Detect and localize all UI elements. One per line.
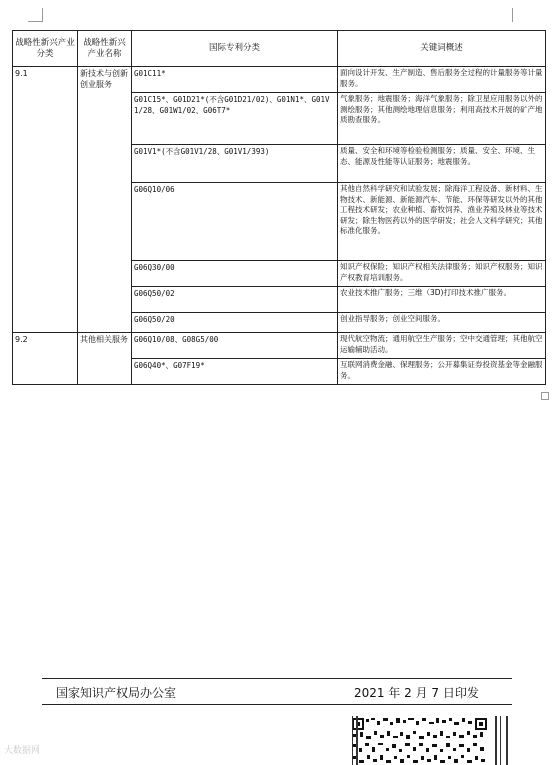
keywords-cell: 知识产权保险；知识产权相关法律服务；知识产权服务；知识产权教育培训服务。: [338, 261, 546, 287]
group-code: 9.1: [13, 67, 78, 333]
header-industry-name: 战略性新兴产业名称: [78, 31, 132, 67]
keywords-cell: 现代航空物流；通用航空生产服务；空中交通管理；其他航空运输辅助活动。: [338, 333, 546, 359]
crop-mark-top-left-h: [28, 21, 42, 22]
ipc-cell: G06Q10/08、G08G5/00: [132, 333, 338, 359]
watermark: 大数据网: [4, 746, 41, 756]
ipc-classification-table: [12, 30, 546, 385]
ipc-cell: G01C11*: [132, 67, 338, 93]
ipc-cell: G06Q30/00: [132, 261, 338, 287]
header-keywords: 关键词概述: [338, 31, 546, 67]
header-ipc: 国际专利分类: [132, 31, 338, 67]
crop-mark-bottom-right-h: [541, 392, 549, 400]
footer-rule-top: [42, 678, 512, 679]
table-row: [13, 67, 546, 93]
group-name: 其他相关服务: [78, 333, 132, 385]
keywords-cell: 质量、安全和环境等检验检测服务；质量、安全、环境、生态、能源及性能等认证服务；地震服务。: [338, 145, 546, 183]
qr-code-icon: [350, 716, 490, 765]
keywords-cell: 面向设计开发、生产制造、售后服务全过程的计量服务等计量服务。: [338, 67, 546, 93]
keywords-cell: 创业指导服务；创业空间服务。: [338, 313, 546, 333]
ipc-cell: G06Q10/06: [132, 183, 338, 261]
issue-date: 2021 年 2 月 7 日印发: [354, 686, 479, 700]
group-code: 9.2: [13, 333, 78, 385]
issuing-office: 国家知识产权局办公室: [56, 686, 177, 700]
keywords-cell: 其他自然科学研究和试验发展；除海洋工程设备、新材料、生物技术、新能源、新能源汽车、节能、环保等研发以外的其他工程技术研发；农业种植、畜牧饲养、渔业养殖及林业等技术研发；除生物医药以外的医学研发；社会人文科学研究；其他标准化服务。: [338, 183, 546, 261]
crop-mark-top-left-v: [42, 8, 43, 22]
barcode-line: [500, 716, 501, 765]
barcode-line: [495, 716, 497, 765]
barcode-line: [352, 716, 353, 765]
group-name: 新技术与创新创业服务: [78, 67, 132, 333]
ipc-cell: G06Q50/02: [132, 287, 338, 313]
keywords-cell: 农业技术推广服务；三维（3D)打印技术推广服务。: [338, 287, 546, 313]
barcode-line: [356, 716, 358, 765]
ipc-cell: G06Q40*、G07F19*: [132, 359, 338, 385]
table-row: [13, 333, 546, 359]
header-industry-code: 战略性新兴产业分类: [13, 31, 78, 67]
footer-rule-bottom: [42, 704, 512, 705]
ipc-cell: G01C15*、G01D21*(不含G01D21/02)、G01N1*、G01V1/28、G01W1/02、G06T7*: [132, 93, 338, 145]
barcode-line: [506, 716, 508, 765]
ipc-cell: G06Q50/20: [132, 313, 338, 333]
crop-mark-top-right-v: [512, 8, 513, 22]
ipc-cell: G01V1*(不含G01V1/28、G01V1/393): [132, 145, 338, 183]
keywords-cell: 气象服务；地震服务；海洋气象服务；除卫星应用服务以外的测绘服务；其他测绘地理信息服务；利用高技术开展的矿产地质勘查服务。: [338, 93, 546, 145]
keywords-cell: 互联网消费金融、保理服务；公开募集证券投资基金等金融服务。: [338, 359, 546, 385]
